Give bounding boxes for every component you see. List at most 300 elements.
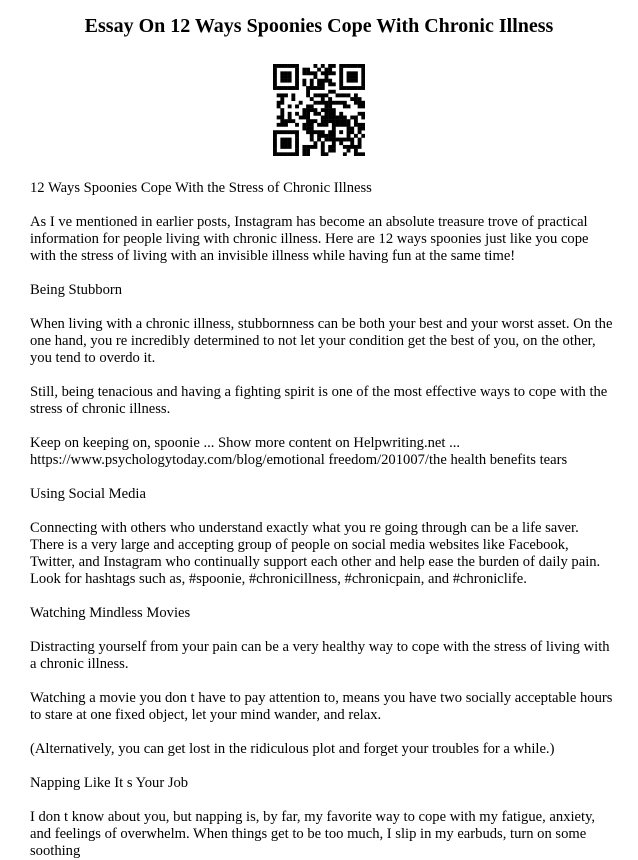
qr-module	[321, 123, 325, 127]
qr-module	[321, 152, 325, 156]
qr-module	[325, 108, 329, 112]
qr-module	[339, 101, 343, 105]
qr-module	[313, 119, 317, 123]
qr-module	[313, 141, 317, 145]
qr-module	[361, 64, 365, 68]
qr-module	[325, 152, 329, 156]
qr-module	[295, 68, 299, 72]
qr-module	[284, 86, 288, 90]
qr-module	[332, 138, 336, 142]
qr-module	[302, 145, 306, 149]
qr-module	[332, 101, 336, 105]
qr-module	[317, 112, 321, 116]
qr-module	[347, 71, 351, 75]
qr-module	[321, 79, 325, 83]
qr-module	[321, 82, 325, 86]
qr-module	[317, 93, 321, 97]
qr-module	[291, 130, 295, 134]
qr-module	[361, 82, 365, 86]
qr-module	[343, 64, 347, 68]
qr-module	[358, 141, 362, 145]
qr-module	[358, 145, 362, 149]
qr-module	[310, 71, 314, 75]
qr-module	[347, 134, 351, 138]
qr-module	[358, 152, 362, 156]
paragraph-movies-1: Distracting yourself from your pain can be a very healthy way to cope with the stress of living with a chronic illness.	[30, 639, 610, 672]
qr-module	[306, 108, 310, 112]
qr-module	[328, 82, 332, 86]
qr-module	[321, 134, 325, 138]
qr-module	[328, 112, 332, 116]
qr-module	[284, 71, 288, 75]
qr-module	[313, 108, 317, 112]
qr-module	[295, 123, 299, 127]
qr-module	[302, 116, 306, 120]
qr-module	[288, 104, 292, 108]
qr-module	[310, 127, 314, 131]
qr-module	[332, 123, 336, 127]
qr-module	[328, 104, 332, 108]
qr-module	[361, 116, 365, 120]
qr-module	[306, 123, 310, 127]
qr-module	[277, 101, 281, 105]
qr-module	[295, 112, 299, 116]
qr-module	[280, 152, 284, 156]
qr-module	[343, 123, 347, 127]
qr-module	[313, 64, 317, 68]
qr-module	[310, 108, 314, 112]
qr-module	[347, 86, 351, 90]
qr-module	[361, 127, 365, 131]
qr-module	[350, 141, 354, 145]
qr-module	[339, 68, 343, 72]
qr-module	[361, 68, 365, 72]
qr-module	[284, 64, 288, 68]
qr-module	[288, 141, 292, 145]
qr-module	[284, 93, 288, 97]
qr-module	[277, 104, 281, 108]
qr-module	[277, 64, 281, 68]
qr-module	[280, 116, 284, 120]
qr-module	[306, 130, 310, 134]
qr-module	[347, 79, 351, 83]
qr-module	[332, 145, 336, 149]
qr-module	[310, 97, 314, 101]
qr-module	[339, 119, 343, 123]
qr-module	[332, 141, 336, 145]
qr-module	[288, 152, 292, 156]
qr-module	[358, 112, 362, 116]
qr-module	[310, 123, 314, 127]
qr-module	[361, 104, 365, 108]
qr-module	[310, 145, 314, 149]
qr-module	[343, 86, 347, 90]
qr-module	[302, 152, 306, 156]
qr-module	[361, 101, 365, 105]
qr-module	[277, 116, 281, 120]
qr-module	[284, 75, 288, 79]
qr-module	[299, 101, 303, 105]
qr-module	[280, 123, 284, 127]
qr-module	[317, 123, 321, 127]
qr-module	[361, 79, 365, 83]
qr-module	[361, 71, 365, 75]
qr-module	[328, 108, 332, 112]
qr-module	[347, 104, 351, 108]
qr-module	[302, 123, 306, 127]
qr-module	[354, 145, 358, 149]
qr-module	[347, 64, 351, 68]
qr-module	[280, 119, 284, 123]
qr-module	[295, 149, 299, 153]
qr-module	[288, 112, 292, 116]
qr-module	[306, 86, 310, 90]
qr-module	[291, 93, 295, 97]
paragraph-movies-3: (Alternatively, you can get lost in the ridiculous plot and forget your troubles for a while.)	[30, 741, 555, 757]
section-heading-social-media: Using Social Media	[30, 486, 146, 502]
qr-module	[313, 86, 317, 90]
qr-module	[339, 75, 343, 79]
section-heading-being-stubborn: Being Stubborn	[30, 282, 123, 298]
qr-module	[336, 93, 340, 97]
qr-module	[291, 86, 295, 90]
qr-module	[332, 71, 336, 75]
qr-module	[295, 152, 299, 156]
qr-module	[336, 119, 340, 123]
qr-module	[273, 141, 277, 145]
qr-module	[350, 97, 354, 101]
qr-module	[321, 71, 325, 75]
qr-module	[350, 71, 354, 75]
qr-module	[317, 79, 321, 83]
qr-module	[339, 141, 343, 145]
qr-module	[284, 141, 288, 145]
qr-module	[332, 149, 336, 153]
qr-module	[291, 152, 295, 156]
qr-module	[317, 82, 321, 86]
qr-module	[350, 79, 354, 83]
qr-module	[273, 130, 277, 134]
qr-code-graphic	[273, 64, 365, 156]
qr-module	[321, 101, 325, 105]
qr-module	[302, 79, 306, 83]
qr-module	[284, 79, 288, 83]
qr-module	[321, 93, 325, 97]
qr-module	[347, 130, 351, 134]
qr-module	[302, 149, 306, 153]
qr-module	[291, 64, 295, 68]
qr-module	[321, 108, 325, 112]
qr-module	[339, 138, 343, 142]
qr-module	[280, 145, 284, 149]
qr-module	[361, 112, 365, 116]
qr-module	[310, 130, 314, 134]
qr-module	[350, 127, 354, 131]
qr-module	[358, 97, 362, 101]
qr-module	[354, 152, 358, 156]
qr-module	[317, 86, 321, 90]
qr-module	[339, 64, 343, 68]
qr-module	[339, 116, 343, 120]
qr-module	[361, 134, 365, 138]
qr-module	[295, 86, 299, 90]
qr-module	[339, 86, 343, 90]
qr-module	[295, 141, 299, 145]
qr-module	[336, 101, 340, 105]
qr-module	[280, 130, 284, 134]
qr-module	[288, 119, 292, 123]
qr-module	[288, 71, 292, 75]
qr-module	[332, 116, 336, 120]
qr-module	[347, 93, 351, 97]
qr-module	[347, 123, 351, 127]
qr-module	[280, 97, 284, 101]
document-title: Essay On 12 Ways Spoonies Cope With Chronic Illness	[84, 15, 554, 37]
qr-module	[321, 86, 325, 90]
qr-module	[321, 149, 325, 153]
qr-module	[343, 138, 347, 142]
qr-module	[350, 116, 354, 120]
qr-module	[302, 127, 306, 131]
essay-subtitle: 12 Ways Spoonies Cope With the Stress of Chronic Illness	[30, 180, 372, 196]
qr-module	[358, 130, 362, 134]
qr-module	[343, 116, 347, 120]
qr-module	[336, 116, 340, 120]
qr-module	[306, 145, 310, 149]
qr-module	[273, 75, 277, 79]
qr-module	[339, 71, 343, 75]
qr-module	[350, 130, 354, 134]
qr-module	[302, 68, 306, 72]
section-heading-movies: Watching Mindless Movies	[30, 605, 191, 621]
qr-module	[343, 101, 347, 105]
qr-module	[328, 71, 332, 75]
qr-module	[284, 145, 288, 149]
qr-module	[347, 127, 351, 131]
qr-module	[328, 119, 332, 123]
qr-module	[354, 86, 358, 90]
qr-module	[325, 93, 329, 97]
qr-module	[343, 119, 347, 123]
qr-module	[306, 112, 310, 116]
qr-module	[273, 64, 277, 68]
qr-module	[325, 112, 329, 116]
qr-module	[280, 141, 284, 145]
qr-module	[325, 134, 329, 138]
qr-module	[361, 86, 365, 90]
qr-module	[328, 101, 332, 105]
qr-module	[273, 71, 277, 75]
qr-module	[295, 71, 299, 75]
qr-module	[310, 138, 314, 142]
qr-module	[317, 101, 321, 105]
qr-module	[321, 64, 325, 68]
qr-module	[350, 75, 354, 79]
qr-module	[354, 119, 358, 123]
qr-module	[358, 64, 362, 68]
qr-module	[325, 119, 329, 123]
qr-module	[339, 112, 343, 116]
qr-module	[313, 93, 317, 97]
qr-module	[358, 104, 362, 108]
qr-module	[354, 116, 358, 120]
qr-module	[317, 68, 321, 72]
qr-module	[313, 145, 317, 149]
qr-module	[332, 119, 336, 123]
qr-module	[343, 152, 347, 156]
qr-module	[325, 101, 329, 105]
paragraph-show-more: Keep on keeping on, spoonie ... Show more content on Helpwriting.net ... https://www.psychologytoday.com/blog/emotional freedom/201007/the health benefits tears	[30, 435, 568, 468]
qr-module	[273, 79, 277, 83]
qr-module	[354, 79, 358, 83]
qr-module	[339, 93, 343, 97]
paragraph-intro: As I ve mentioned in earlier posts, Instagram has become an absolute treasure trove of practical information for people living with chronic illness. Here are 12 ways spoonies just like you cope with the stress of living with an invisible illness while having fun at the same time!	[30, 214, 589, 264]
qr-module	[284, 119, 288, 123]
qr-module	[295, 104, 299, 108]
qr-module	[295, 138, 299, 142]
qr-module	[291, 119, 295, 123]
qr-module	[288, 86, 292, 90]
qr-module	[280, 112, 284, 116]
qr-module	[354, 97, 358, 101]
qr-module	[302, 71, 306, 75]
qr-module	[302, 108, 306, 112]
qr-module	[280, 93, 284, 97]
qr-module	[295, 75, 299, 79]
qr-module	[277, 93, 281, 97]
qr-module	[288, 145, 292, 149]
qr-module	[358, 127, 362, 131]
qr-module	[328, 64, 332, 68]
qr-module	[354, 123, 358, 127]
qr-module	[313, 71, 317, 75]
qr-module	[273, 138, 277, 142]
qr-module	[310, 79, 314, 83]
qr-module	[302, 82, 306, 86]
qr-module	[280, 86, 284, 90]
qr-module	[313, 112, 317, 116]
qr-module	[350, 86, 354, 90]
qr-module	[273, 149, 277, 153]
qr-module	[343, 145, 347, 149]
qr-module	[325, 116, 329, 120]
qr-module	[347, 119, 351, 123]
qr-module	[347, 75, 351, 79]
qr-module	[277, 152, 281, 156]
qr-module	[354, 93, 358, 97]
qr-module	[325, 138, 329, 142]
qr-module	[332, 130, 336, 134]
paragraph-stubborn-1: When living with a chronic illness, stubbornness can be both your best and your worst asset. On the one hand, you re incredibly determined to not let your condition get the best of you, on the other, you tend to overdo it.	[30, 316, 613, 366]
qr-module	[288, 75, 292, 79]
section-heading-napping: Napping Like It s Your Job	[30, 775, 189, 791]
qr-module	[295, 79, 299, 83]
qr-module	[354, 64, 358, 68]
qr-module	[350, 64, 354, 68]
qr-module	[339, 130, 343, 134]
essay-body	[30, 180, 614, 860]
qr-module	[332, 127, 336, 131]
qr-module	[336, 138, 340, 142]
paragraph-stubborn-2: Still, being tenacious and having a fighting spirit is one of the most effective ways to cope with the stress of chronic illness.	[30, 384, 608, 417]
qr-module	[350, 145, 354, 149]
qr-module	[295, 82, 299, 86]
qr-module	[317, 130, 321, 134]
qr-code-icon	[273, 64, 365, 156]
qr-module	[277, 123, 281, 127]
qr-module	[339, 123, 343, 127]
qr-module	[280, 138, 284, 142]
qr-module	[288, 64, 292, 68]
qr-module	[328, 116, 332, 120]
qr-module	[328, 79, 332, 83]
qr-module	[339, 79, 343, 83]
qr-module	[280, 64, 284, 68]
qr-module	[361, 152, 365, 156]
qr-module	[306, 104, 310, 108]
qr-module	[280, 79, 284, 83]
qr-module	[358, 138, 362, 142]
qr-module	[321, 119, 325, 123]
qr-module	[325, 68, 329, 72]
qr-module	[295, 145, 299, 149]
qr-module	[354, 71, 358, 75]
qr-module	[325, 75, 329, 79]
qr-module	[354, 75, 358, 79]
qr-module	[328, 97, 332, 101]
qr-module	[306, 90, 310, 94]
qr-module	[328, 145, 332, 149]
qr-module	[306, 116, 310, 120]
paragraph-movies-2: Watching a movie you don t have to pay attention to, means you have two socially acceptable hours to stare at one fixed object, let your mind wander, and relax.	[30, 690, 613, 723]
qr-module	[288, 138, 292, 142]
qr-module	[313, 75, 317, 79]
qr-module	[347, 145, 351, 149]
qr-module	[354, 149, 358, 153]
qr-module	[306, 71, 310, 75]
qr-module	[328, 149, 332, 153]
qr-module	[328, 68, 332, 72]
qr-module	[332, 108, 336, 112]
qr-module	[288, 116, 292, 120]
qr-module	[288, 130, 292, 134]
qr-module	[361, 123, 365, 127]
qr-module	[280, 75, 284, 79]
qr-module	[306, 68, 310, 72]
qr-module	[343, 104, 347, 108]
qr-module	[317, 138, 321, 142]
qr-module	[306, 93, 310, 97]
qr-module	[273, 86, 277, 90]
qr-module	[328, 130, 332, 134]
qr-module	[310, 86, 314, 90]
qr-module	[361, 75, 365, 79]
qr-module	[273, 152, 277, 156]
qr-module	[321, 141, 325, 145]
qr-module	[313, 101, 317, 105]
qr-module	[310, 82, 314, 86]
qr-module	[328, 134, 332, 138]
qr-module	[350, 138, 354, 142]
qr-module	[291, 97, 295, 101]
qr-module	[273, 82, 277, 86]
paragraph-social-media: Connecting with others who understand exactly what you re going through can be a life saver. There is a very large and accepting group of people on social media websites like Facebook, Twitter, and Instagram who continually support each other and help ease the burden of daily pain. Look for hashtags such as, #spoonie, #chronicillness, #chronicpain, and #chroniclife.	[30, 520, 601, 587]
qr-module	[332, 112, 336, 116]
qr-module	[280, 101, 284, 105]
qr-module	[332, 82, 336, 86]
qr-module	[354, 134, 358, 138]
qr-module	[339, 82, 343, 86]
